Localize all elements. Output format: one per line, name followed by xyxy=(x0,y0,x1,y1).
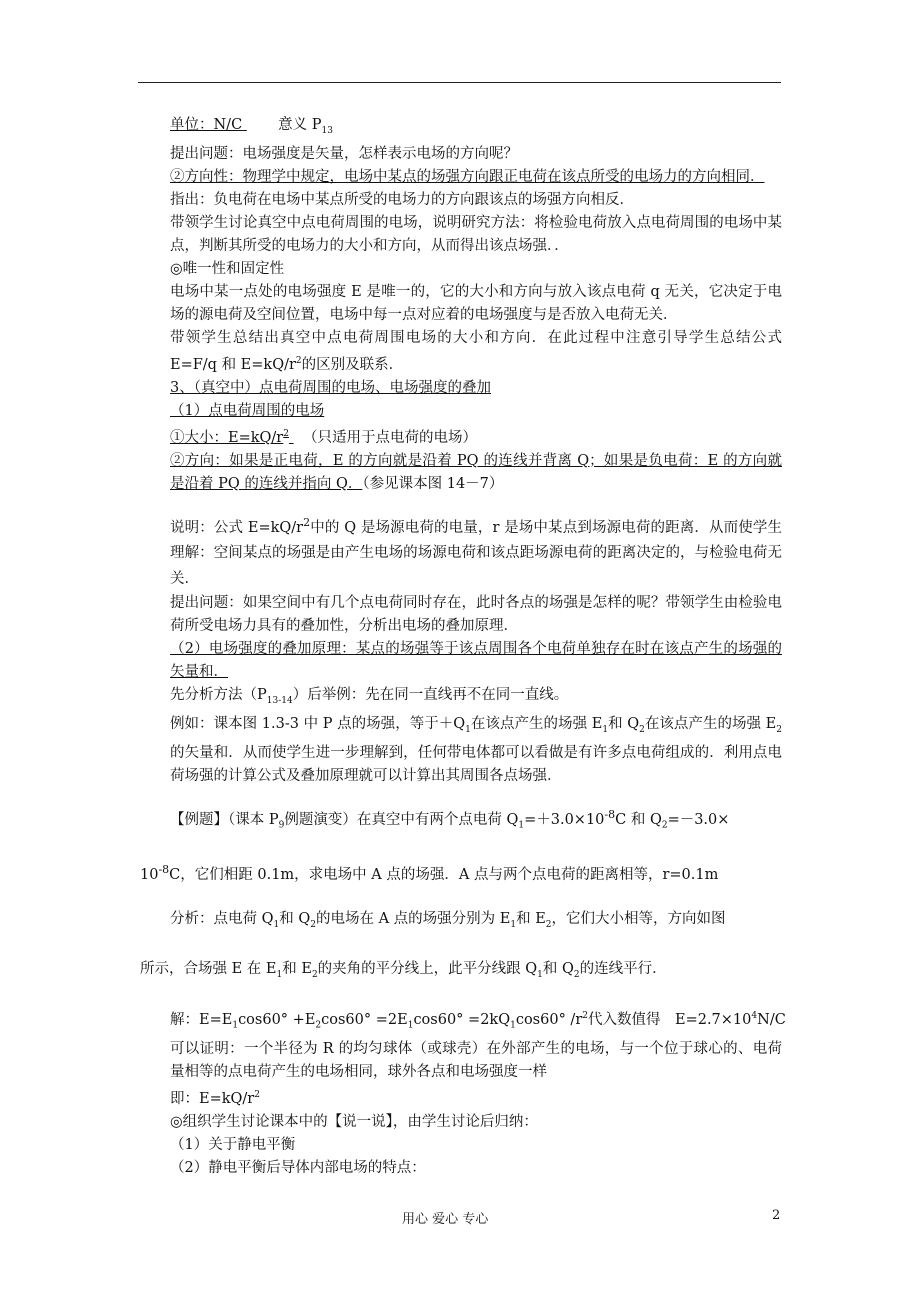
text-line: 所示，合场强 E 在 $E_1$和 $E_2$的夹角的平分线上，此平分线跟 $Q_1$和 $Q_2$的连线平行． xyxy=(140,960,667,980)
text-line: ①大小：$E=kQ/r^2$ （只适用于点电荷的电场） xyxy=(170,428,477,446)
text-line: 提出问题：如果空间中有几个点电荷同时存在，此时各点的场强是怎样的呢？带领学生由检验电荷所受电场力具有的叠加性，分析出电场的叠加原理． xyxy=(170,595,782,635)
text-line: （2）静电平衡后导体内部电场的特点： xyxy=(170,1160,426,1177)
text-line: 说明：公式 $E=kQ/r^2$中的 Q 是场源电荷的电量，r 是场中某点到场源电荷的距离．从而使学生理解：空间某点的场强是由产生电场的场源电荷和该点距场源电荷的距离决定的，与检验电荷无关． xyxy=(170,515,782,588)
page-number: 2 xyxy=(772,1208,781,1223)
text-line: 【例题】（课本 $P_9$例题演变）在真空中有两个点电荷 $Q_1=+3.0\times 10^{-8}C$ 和 $Q_2=-3.0\times$ xyxy=(170,808,730,831)
text-line: （2）电场强度的叠加原理：某点的场强等于该点周围各个电荷单独存在时在该点产生的场强的矢量和． xyxy=(170,641,782,681)
text-line: $10^{-8}C$，它们相距 0.1m，求电场中 A 点的场强．A 点与两个点电荷的距离相等，r=0.1m xyxy=(140,862,719,883)
text-line: ◎组织学生讨论课本中的【说一说】，由学生讨论后归纳： xyxy=(170,1114,538,1131)
text-line: 例如：课本图 1.3-3 中 P 点的场强，等于$+Q_1$在该点产生的场强 $E_1$和 $Q_2$在该点产生的场强 $E_2$的矢量和．从而使学生进一步理解到，任何带电体都可以看做是有许多点电荷组成的．利用点电荷场强的计算公式及叠加原理就可以计算出其周围各点场强． xyxy=(170,716,782,785)
text-line: 3、（真空中）点电荷周围的电场、电场强度的叠加 xyxy=(170,379,491,396)
text-line: 先分析方法$(P_{13-14})$后举例：先在同一直线再不在同一直线。 xyxy=(170,687,569,707)
text-line: 分析：点电荷 $Q_1$和 $Q_2$的电场在 A 点的场强分别为 $E_1$和 $E_2$，它们大小相等，方向如图 xyxy=(170,910,726,930)
text-line: 带领学生总结出真空中点电荷周围电场的大小和方向．在此过程中注意引导学生总结公式 E=F/q 和 $E=kQ/r^2$的区别及联系． xyxy=(170,329,782,373)
text-line: （1）点电荷周围的电场 xyxy=(170,402,325,419)
document-body xyxy=(140,114,786,1180)
text-line: 带领学生讨论真空中点电荷周围的电场，说明研究方法：将检验电荷放入点电荷周围的电场中某点，判断其所受的电场力的大小和方向，从而得出该点场强．． xyxy=(170,214,782,254)
text-line: ②方向：如果是正电荷，E 的方向就是沿着 PQ 的连线并背离 Q；如果是负电荷：E 的方向就是沿着 PQ 的连线并指向 Q．（参见课本图 14－7） xyxy=(170,452,782,492)
text-line: 解：$E=E_1\cos 60^\circ +E_2\cos 60^\circ =2E_1\cos 60^\circ =2kQ_1\cos 60^\circ$ $/r^2$代入数值得 $E=2.7\times 10^4N/C$ xyxy=(170,1011,786,1032)
text-line: （1）关于静电平衡 xyxy=(170,1137,296,1154)
text-line: 指出：负电荷在电场中某点所受的电场力的方向跟该点的场强方向相反． xyxy=(170,191,634,208)
footer-motto: 用心 爱心 专心 xyxy=(402,1212,489,1227)
text-line: ②方向性：物理学中规定，电场中某点的场强方向跟正电荷在该点所受的电场力的方向相同． xyxy=(170,168,765,185)
header-rule xyxy=(138,82,781,83)
text-line: 即：$E=kQ/r^2$ xyxy=(170,1090,260,1108)
text-line: 电场中某一点处的电场强度 E 是唯一的，它的大小和方向与放入该点电荷 q 无关，它决定于电场的源电荷及空间位置，电场中每一点对应着的电场强度与是否放入电荷无关． xyxy=(170,283,782,323)
text-line: 单位：N/C 意义 $P_{13}$ xyxy=(170,117,333,136)
text-line: ◎唯一性和固定性 xyxy=(170,260,285,277)
text-line: 可以证明：一个半径为 R 的均匀球体（或球壳）在外部产生的电场，与一个位于球心的、电荷量相等的点电荷产生的电场相同，球外各点和电场强度一样 xyxy=(170,1041,782,1081)
text-line: 提出问题：电场强度是矢量，怎样表示电场的方向呢？ xyxy=(170,145,518,162)
